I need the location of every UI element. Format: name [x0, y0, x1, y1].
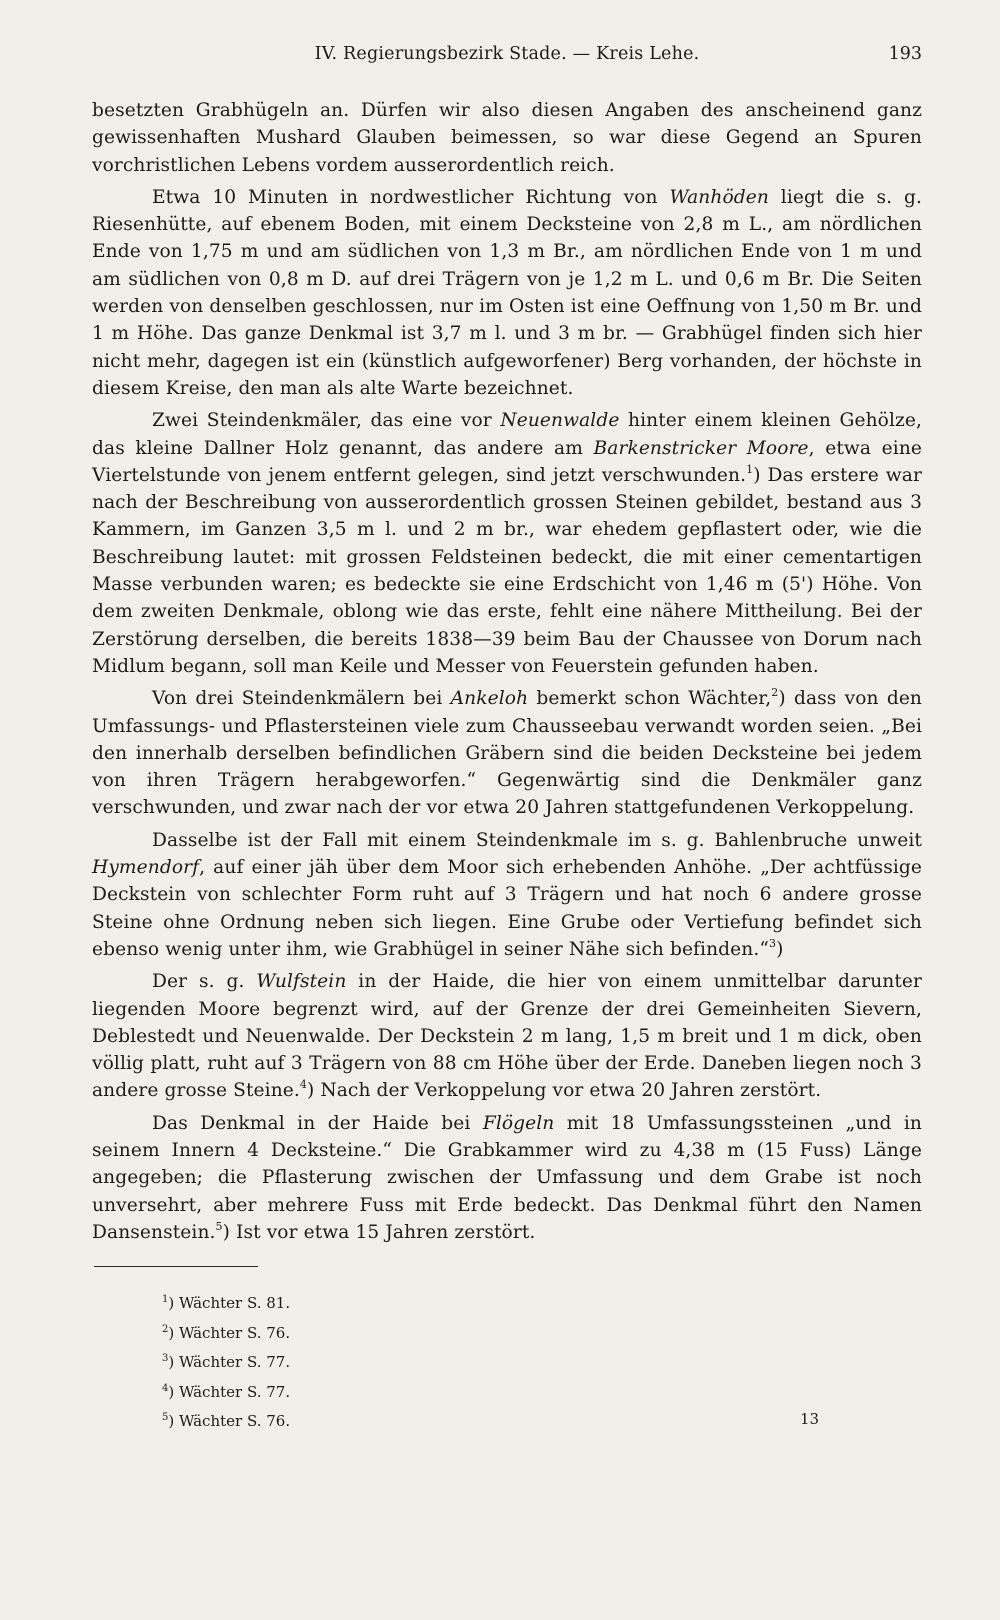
text-run: ) dass von den Umfassungs- und Pflastersteinen viele zum Chausseebau verwandt worden seien. „Bei den innerhalb derselben befindlichen Gräbern sind die beiden Decksteine bei jedem von ihren Trägern herabgeworfen.“ Gegenwärtig sind die Denkmäler ganz verschwunden, und zwar nach der vor etwa 20 Jahren stattgefundenen Verkoppelung.	[92, 688, 922, 819]
footnote-mark: 1	[162, 1294, 169, 1305]
footnote-reference: 3	[768, 936, 777, 950]
text-run: besetzten Grabhügeln an. Dürfen wir also diesen Angaben des anscheinend ganz gewissenhaften Mushard Glauben beimessen, so war diese Gegend an Spuren vorchristlichen Lebens vordem ausserordentlich reich.	[92, 100, 922, 176]
paragraph	[92, 685, 922, 821]
text-run: ) Das erstere war nach der Beschreibung von ausserordentlich grossen Steinen gebildet, bestand aus 3 Kammern, im Ganzen 3,5 m l. und 2 m br., war ehedem gepflastert oder, wie die Beschreibung lautet: mit grossen Feldsteinen bedeckt, die mit einer cementartigen Masse verbunden waren; es bedeckte sie eine Erdschicht von 1,46 m (5') Höhe. Von dem zweiten Denkmale, oblong wie das erste, fehlt eine nähere Mittheilung. Bei der Zerstörung derselben, die bereits 1838—39 beim Bau der Chaussee von Dorum nach Midlum begann, soll man Keile und Messer von Feuerstein gefunden haben.	[92, 464, 922, 677]
footnote-mark: 2	[162, 1323, 169, 1335]
footnote-mark: 5	[162, 1412, 169, 1423]
place-name: Wanhöden	[669, 186, 769, 208]
paragraph	[92, 97, 922, 179]
text-run: Der s. g.	[152, 971, 257, 993]
footnote-reference: 2	[771, 686, 779, 700]
footnote-reference: 5	[215, 1219, 223, 1233]
text-run: Von drei Steindenkmälern bei	[152, 688, 451, 710]
signature-mark: 13	[800, 1410, 820, 1428]
footnote-text: ) Wächter S. 76.	[168, 1323, 291, 1342]
paragraph	[92, 968, 922, 1104]
footnote	[162, 1320, 562, 1350]
footnote-reference: 4	[299, 1078, 308, 1092]
footnote	[162, 1290, 562, 1320]
place-name: Neuenwalde	[500, 410, 620, 432]
text-run: )	[776, 938, 784, 960]
footnote-mark: 4	[162, 1382, 169, 1394]
running-title: IV. Regierungsbezirk Stade. — Kreis Lehe.	[314, 44, 700, 64]
footnote-text: ) Wächter S. 81.	[168, 1294, 291, 1312]
footnote-reference: 1	[746, 462, 754, 476]
place-name: Barkenstricker Moore	[593, 437, 809, 459]
place-name: Flögeln	[482, 1112, 555, 1134]
place-name: Hymendorf	[92, 857, 200, 879]
text-run: ) Nach der Verkoppelung vor etwa 20 Jahren zerstört.	[307, 1080, 822, 1102]
text-run: hinter einem kleinen Gehölze, das kleine Dallner Holz genannt, das andere am	[92, 410, 923, 459]
paragraph	[92, 1110, 922, 1246]
text-run: mit 18 Umfassungssteinen „und in seinem Innern 4 Decksteine.“ Die Grabkammer wird zu 4,38 m (15 Fuss) Länge angegeben; die Pflasterung zwischen der Umfassung und dem Grabe ist noch unversehrt, aber mehrere Fuss mit Erde bedeckt. Das Denkmal führt den Namen Dansenstein.	[92, 1112, 923, 1243]
text-run: Etwa 10 Minuten in nordwestlicher Richtung von	[152, 186, 670, 208]
paragraph	[92, 827, 922, 963]
text-run: , etwa eine Viertelstunde von jenem entfernt gelegen, sind jetzt verschwunden.	[92, 437, 922, 486]
text-run: , auf einer jäh über dem Moor sich erhebenden Anhöhe. „Der achtfüssige Deckstein von schlechter Form ruht auf 3 Trägern und hat noch 6 andere grosse Steine ohne Ordnung neben sich liegen. Eine Grube oder Vertiefung befindet sich ebenso wenig unter ihm, wie Grabhügel in seiner Nähe sich befinden.“	[92, 857, 922, 960]
page-number: 193	[888, 44, 922, 64]
footnote-text: ) Wächter S. 76.	[168, 1412, 291, 1430]
text-run: Dasselbe ist der Fall mit einem Steindenkmale im s. g. Bahlenbruche unweit	[152, 829, 922, 851]
running-head	[92, 44, 922, 74]
paragraph	[92, 407, 922, 680]
text-run: in der Haide, die hier von einem unmittelbar darunter liegenden Moore begrenzt wird, auf der Grenze der drei Gemeinheiten Sievern, Deblestedt und Neuenwalde. Der Deckstein 2 m lang, 1,5 m breit und 1 m dick, oben völlig platt, ruht auf 3 Trägern von 88 cm Höhe über der Erde. Daneben liegen noch 3 andere grosse Steine.	[92, 971, 923, 1102]
paragraph	[92, 184, 922, 402]
footnote-text: ) Wächter S. 77.	[168, 1382, 291, 1401]
text-run: bemerkt schon Wächter,	[528, 688, 772, 710]
footnote	[162, 1408, 562, 1438]
text-run: Das Denkmal in der Haide bei	[152, 1112, 483, 1134]
footnote	[162, 1379, 562, 1409]
place-name: Ankeloh	[450, 688, 529, 710]
text-run: Zwei Steindenkmäler, das eine vor	[152, 410, 501, 432]
footnotes	[162, 1290, 562, 1438]
place-name: Wulfstein	[256, 971, 347, 993]
text-run: liegt die s. g. Riesenhütte, auf ebenem Boden, mit einem Decksteine von 2,8 m L., am nördlichen Ende von 1,75 m und am südlichen von 1,3 m Br., am nördlichen Ende von 1 m und am südlichen von 0,8 m D. auf drei Trägern von je 1,2 m L. und 0,6 m Br. Die Seiten werden von denselben geschlossen, nur im Osten ist eine Oeffnung von 1,50 m Br. und 1 m Höhe. Das ganze Denkmal ist 3,7 m l. und 3 m br. — Grabhügel finden sich hier nicht mehr, dagegen ist ein (künstlich aufgeworfener) Berg vorhanden, der höchste in diesem Kreise, den man als alte Warte bezeichnet.	[92, 186, 922, 399]
footnote-rule	[94, 1266, 258, 1267]
footnote-mark: 3	[162, 1353, 169, 1364]
text-run: ) Ist vor etwa 15 Jahren zerstört.	[222, 1221, 536, 1243]
footnote-text: ) Wächter S. 77.	[168, 1353, 291, 1371]
footnote	[162, 1349, 562, 1379]
body-text	[92, 97, 922, 1251]
